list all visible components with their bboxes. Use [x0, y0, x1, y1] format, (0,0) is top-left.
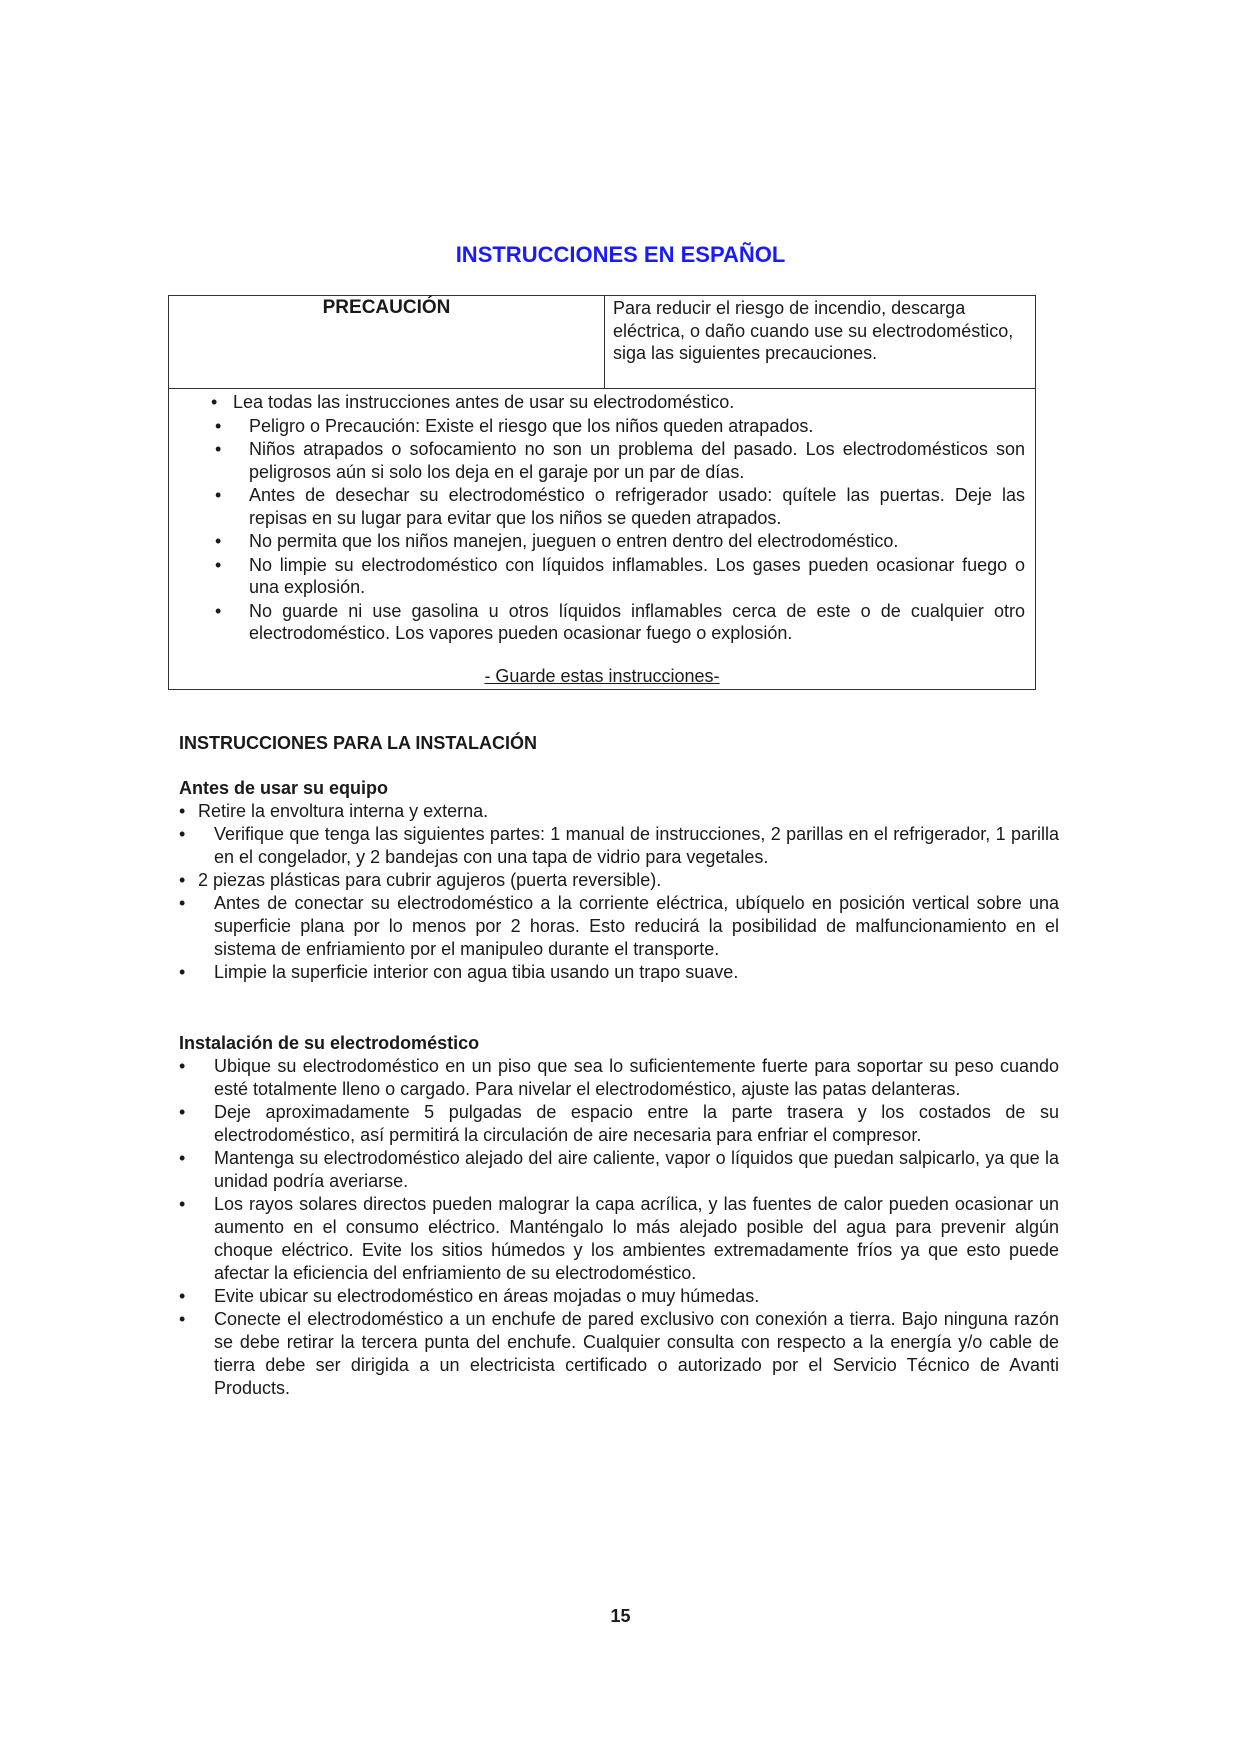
bullet-icon: • — [179, 1148, 186, 1168]
caution-item: • Niños atrapados o sofocamiento no son un problema del pasado. Los electrodomésticos son peligrosos aún si solo los deja en el garaje por un par de días. — [215, 439, 1025, 482]
list-item: • Verifique que tenga las siguientes partes: 1 manual de instrucciones, 2 parillas en el refrigerador, 1 parilla en el congelador, y 2 bandejas con una tapa de vidrio para vegetales. — [179, 824, 1059, 867]
caution-header — [169, 296, 1035, 389]
bullet-icon: • — [179, 1056, 186, 1076]
bullet-icon: • — [179, 824, 186, 844]
caution-item: • Lea todas las instrucciones antes de usar su electrodoméstico. — [211, 392, 735, 412]
list-item: • 2 piezas plásticas para cubrir agujeros (puerta reversible). — [179, 870, 662, 890]
caution-note: Para reducir el riesgo de incendio, descarga eléctrica, o daño cuando use su electrodoméstico, siga las siguientes precauciones. — [613, 298, 1014, 363]
page-number: 15 — [610, 1606, 631, 1626]
bullet-icon: • — [179, 1102, 186, 1122]
installation-section — [179, 732, 1059, 755]
caution-footer: - Guarde estas instrucciones- — [484, 666, 720, 686]
bullet-icon: • — [179, 962, 186, 982]
appliance-install-heading: Instalación de su electrodoméstico — [179, 1033, 480, 1053]
list-item: • Retire la envoltura interna y externa. — [179, 801, 489, 821]
caution-item: • No limpie su electrodoméstico con líquidos inflamables. Los gases pueden ocasionar fuego o una explosión. — [215, 554, 1025, 597]
bullet-icon: • — [211, 392, 218, 412]
bullet-icon: • — [215, 439, 222, 459]
page-title: INSTRUCCIONES EN ESPAÑOL — [455, 242, 786, 267]
list-item: • Mantenga su electrodoméstico alejado del aire caliente, vapor o líquidos que puedan salpicarlo, ya que la unidad podría averiarse. — [179, 1148, 1059, 1191]
bullet-icon: • — [179, 801, 186, 821]
bullet-icon: • — [215, 554, 222, 575]
bullet-icon: • — [179, 1309, 186, 1329]
bullet-icon: • — [179, 893, 186, 913]
caution-item: • No guarde ni use gasolina u otros líquidos inflamables cerca de este o de cualquier otro electrodoméstico. Los vapores pueden ocasionar fuego o explosión. — [215, 600, 1025, 643]
before-use-section — [179, 777, 1059, 984]
caution-item: • No permita que los niños manejen, jueguen o entren dentro del electrodoméstico. — [215, 531, 899, 551]
installation-heading: INSTRUCCIONES PARA LA INSTALACIÓN — [179, 733, 537, 753]
bullet-icon: • — [215, 600, 222, 621]
list-item: • Deje aproximadamente 5 pulgadas de espacio entre la parte trasera y los costados de su electrodoméstico, así permitirá la circulación de aire necesaria para enfriar el compresor. — [179, 1102, 1059, 1145]
caution-box — [168, 295, 1036, 690]
bullet-icon: • — [179, 870, 186, 890]
list-item: • Conecte el electrodoméstico a un enchufe de pared exclusivo con conexión a tierra. Bajo ninguna razón se debe retirar la tercera punta del enchufe. Cualquier consulta con respecto a la energía y/o cable de tierra debe ser dirigida a un electricista certificado o autorizado por el Servicio Técnico de Avanti Products. — [179, 1309, 1059, 1398]
list-item: • Los rayos solares directos pueden malograr la capa acrílica, y las fuentes de calor pueden ocasionar un aumento en el consumo eléctrico. Manténgalo lo más alejado posible del agua para prevenir algún choque eléctrico. Evite los sitios húmedos y los ambientes extremadamente fríos ya que esto puede afectar la eficiencia del enfriamiento de su electrodoméstico. — [179, 1194, 1059, 1283]
bullet-icon: • — [179, 1194, 186, 1214]
caution-item: • Peligro o Precaución: Existe el riesgo que los niños queden atrapados. — [215, 415, 814, 436]
bullet-icon: • — [215, 531, 222, 551]
appliance-install-list — [179, 1055, 1059, 1400]
bullet-icon: • — [215, 485, 222, 505]
list-item: • Antes de conectar su electrodoméstico a la corriente eléctrica, ubíquelo en posición vertical sobre una superficie plana por lo menos por 2 horas. Esto reducirá la posibilidad de malfuncionamiento en el sistema de enfriamiento por el manipuleo durante el transporte. — [179, 893, 1059, 959]
before-use-list — [179, 800, 1059, 984]
before-use-heading: Antes de usar su equipo — [179, 778, 389, 798]
caution-list — [169, 389, 1035, 645]
caution-item: • Antes de desechar su electrodoméstico o refrigerador usado: quítele las puertas. Deje las repisas en su lugar para evitar que los niños se queden atrapados. — [215, 485, 1025, 528]
list-item: • Evite ubicar su electrodoméstico en áreas mojadas o muy húmedas. — [179, 1286, 760, 1306]
list-item: • Limpie la superficie interior con agua tibia usando un trapo suave. — [179, 962, 739, 982]
bullet-icon: • — [215, 415, 222, 436]
appliance-install-section — [179, 1032, 1059, 1400]
bullet-icon: • — [179, 1286, 186, 1306]
list-item: • Ubique su electrodoméstico en un piso que sea lo suficientemente fuerte para soportar su peso cuando esté totalmente lleno o cargado. Para nivelar el electrodoméstico, ajuste las patas delanteras. — [179, 1056, 1059, 1099]
caution-label: PRECAUCIÓN — [169, 296, 605, 388]
